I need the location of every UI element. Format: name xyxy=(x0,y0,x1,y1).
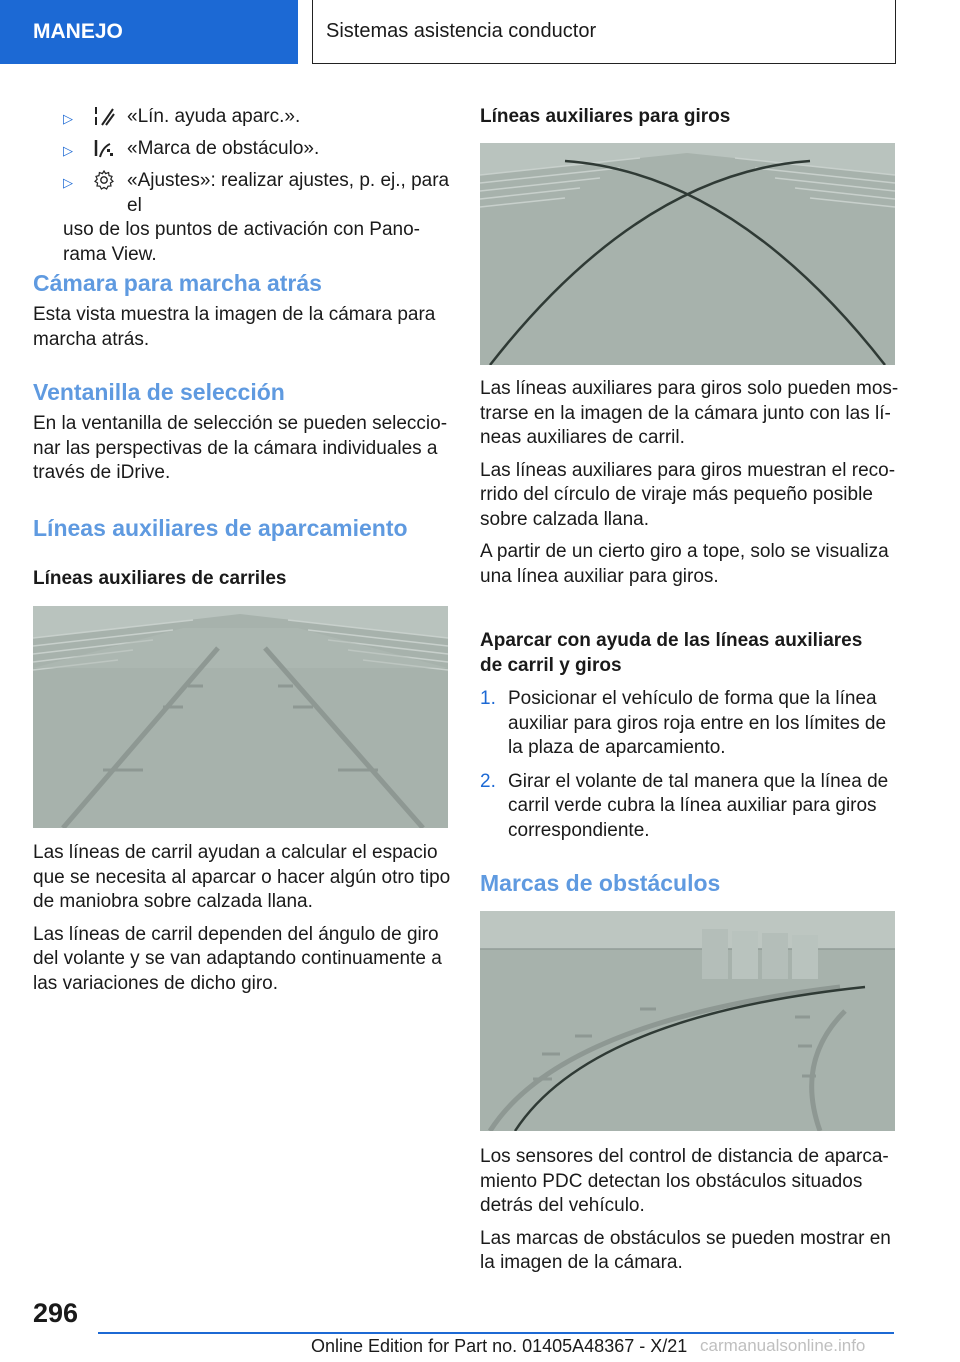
section-heading-ventanilla: Ventanilla de selección xyxy=(33,379,285,405)
obstacle-marks-illustration xyxy=(480,911,895,1131)
section-heading-marcas: Marcas de obstáculos xyxy=(480,870,721,896)
paragraph-line: que se necesita al aparcar o hacer algún otro tipo xyxy=(33,866,451,888)
step-number: 1. xyxy=(480,688,496,709)
paragraph-line: Las líneas de carril ayudan a calcular el espacio xyxy=(33,842,438,863)
list-item xyxy=(480,687,900,761)
bullet-triangle-icon: ▷ xyxy=(63,111,73,126)
bullet-text: «Lín. ayuda aparc.». xyxy=(127,106,301,127)
obstacle-mark-icon xyxy=(93,137,115,159)
lane-lines-illustration xyxy=(33,606,448,828)
step-text: la plaza de aparcamiento. xyxy=(508,737,726,758)
step-text: auxiliar para giros roja entre en los límites de xyxy=(508,712,887,734)
parking-lines-icon xyxy=(93,105,115,127)
paragraph-line: Esta vista muestra la imagen de la cámara para xyxy=(33,304,436,325)
paragraph-line: trarse en la imagen de la cámara junto con las lí‐ xyxy=(480,402,891,424)
turn-lines-illustration xyxy=(480,143,895,365)
bullet-item xyxy=(63,105,300,132)
chapter-title: Sistemas asistencia conductor xyxy=(326,20,597,42)
bullet-triangle-icon: ▷ xyxy=(63,143,73,158)
step-text: correspondiente. xyxy=(508,819,650,841)
paragraph-line: marcha atrás. xyxy=(33,328,150,350)
bullet-text-line: uso de los puntos de activación con Pano‐ xyxy=(63,219,421,240)
paragraph-line: Los sensores del control de distancia de aparca‐ xyxy=(480,1146,889,1167)
step-text: Posicionar el vehículo de forma que la línea xyxy=(508,688,877,709)
paragraph-line: Las líneas de carril dependen del ángulo de giro xyxy=(33,923,439,945)
paragraph-line: A partir de un cierto giro a tope, solo se visualiza xyxy=(480,541,889,562)
bullet-text: «Ajustes»: realizar ajustes, p. ej., para el xyxy=(127,170,450,216)
subsection-heading-aparcar: Aparcar con ayuda de las líneas auxiliares xyxy=(480,630,863,651)
gear-icon xyxy=(93,169,115,191)
chapter-header xyxy=(312,0,896,64)
edition-text: Online Edition for Part no. 01405A48367 - X/21 xyxy=(311,1336,688,1356)
paragraph-line: detrás del vehículo. xyxy=(480,1195,645,1216)
subsection-heading-carriles: Líneas auxiliares de carriles xyxy=(33,568,287,589)
section-heading-lineas: Líneas auxiliares de aparcamiento xyxy=(33,515,408,541)
paragraph-line: Las líneas auxiliares para giros muestran el reco‐ xyxy=(480,459,896,481)
section-tab xyxy=(0,0,298,64)
section-title: MANEJO xyxy=(33,20,123,43)
paragraph-line: miento PDC detectan los obstáculos situados xyxy=(480,1170,863,1192)
bullet-text-line: rama View. xyxy=(63,243,157,265)
footer-divider xyxy=(98,1332,894,1334)
paragraph-line: del volante y se van adaptando continuamente a xyxy=(33,948,442,969)
paragraph-line: Las marcas de obstáculos se pueden mostrar en xyxy=(480,1227,891,1249)
paragraph-line: rrido del círculo de viraje más pequeño posible xyxy=(480,484,873,505)
obstacle-marks-image xyxy=(480,911,895,1131)
step-text: carril verde cubra la línea auxiliar para giros xyxy=(508,795,877,816)
section-heading-camara: Cámara para marcha atrás xyxy=(33,270,322,296)
bullet-text: «Marca de obstáculo». xyxy=(127,138,320,159)
paragraph-line: través de iDrive. xyxy=(33,462,171,483)
paragraph-line: En la ventanilla de selección se pueden seleccio‐ xyxy=(33,413,448,434)
list-item xyxy=(480,770,900,844)
subsection-heading-giros: Líneas auxiliares para giros xyxy=(480,106,731,127)
paragraph-line: las variaciones de dicho giro. xyxy=(33,972,279,994)
paragraph-line: una línea auxiliar para giros. xyxy=(480,565,719,587)
paragraph-line: de maniobra sobre calzada llana. xyxy=(33,891,313,912)
paragraph-line: sobre calzada llana. xyxy=(480,508,649,530)
watermark-text: carmanualsonline.info xyxy=(700,1336,866,1355)
paragraph-line: neas auxiliares de carril. xyxy=(480,427,685,448)
steps-list xyxy=(480,687,900,843)
subsection-heading-aparcar-cont: de carril y giros xyxy=(480,654,622,676)
bullet-item xyxy=(63,137,319,164)
paragraph-line: nar las perspectivas de la cámara individuales a xyxy=(33,437,438,459)
bullet-item xyxy=(63,169,453,267)
step-text: Girar el volante de tal manera que la línea de xyxy=(508,770,889,792)
turn-lines-image xyxy=(480,143,895,365)
step-number: 2. xyxy=(480,770,496,792)
lane-lines-image xyxy=(33,606,448,828)
paragraph-line: la imagen de la cámara. xyxy=(480,1252,683,1273)
paragraph-line: Las líneas auxiliares para giros solo pueden mos‐ xyxy=(480,378,899,399)
bullet-triangle-icon: ▷ xyxy=(63,175,73,190)
page-number: 296 xyxy=(33,1298,79,1328)
